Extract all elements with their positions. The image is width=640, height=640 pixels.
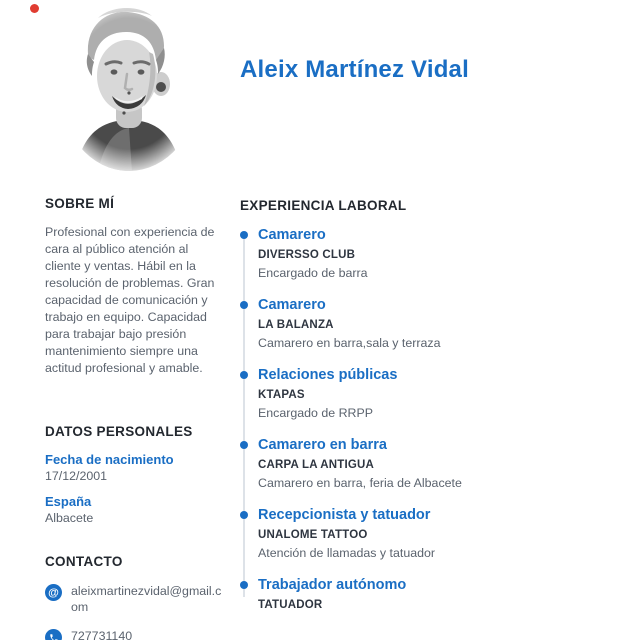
contact-row-phone[interactable] — [45, 628, 235, 640]
contact-list — [45, 583, 235, 640]
job-title: Relaciones públicas — [258, 367, 398, 383]
timeline-bullet-icon — [240, 581, 248, 589]
timeline-bullet-icon — [240, 301, 248, 309]
job-description: Camarero en barra,sala y terraza — [258, 336, 441, 350]
timeline-bullet-icon — [240, 441, 248, 449]
job-company: TATUADOR — [258, 599, 323, 611]
country-label: España — [45, 494, 92, 509]
phone-value: 727731140 — [71, 629, 133, 640]
contact-heading: CONTACTO — [45, 554, 123, 569]
experience-item — [258, 436, 530, 491]
job-company: DIVERSSO CLUB — [258, 249, 356, 261]
email-icon: @ — [45, 584, 62, 601]
portrait-photo-graphic — [58, 2, 200, 172]
city-value: Albacete — [45, 511, 94, 525]
job-description: Atención de llamadas y tatuador — [258, 546, 436, 560]
job-company: CARPA LA ANTIGUA — [258, 459, 375, 471]
timeline-bullet-icon — [240, 371, 248, 379]
job-description: Encargado de RRPP — [258, 406, 374, 420]
personal-data-list — [45, 451, 225, 535]
phone-icon — [45, 629, 62, 640]
job-description: Camarero en barra, feria de Albacete — [258, 476, 462, 490]
job-company: LA BALANZA — [258, 319, 334, 331]
experience-item — [258, 296, 530, 351]
experience-item — [258, 366, 530, 421]
birthdate-label: Fecha de nacimiento — [45, 452, 174, 467]
about-text: Profesional con experiencia de cara al público atención al cliente y ventas. Hábil en la resolución de problemas. Gran capacidad de comunicación y trabajo en equipo. Capacidad para trabajar bajo presión mantenimiento siempre una actitud profesional y amable. — [45, 225, 215, 375]
timeline-bullet-icon — [240, 231, 248, 239]
job-title: Trabajador autónomo — [258, 577, 407, 593]
birthdate-value: 17/12/2001 — [45, 469, 108, 483]
page-title-name: Aleix Martínez Vidal — [240, 56, 469, 83]
contact-row-email[interactable] — [45, 583, 235, 615]
job-description: Encargado de barra — [258, 266, 368, 280]
experience-timeline — [240, 226, 530, 627]
job-company: UNALOME TATTOO — [258, 529, 368, 541]
experience-heading: EXPERIENCIA LABORAL — [240, 198, 407, 213]
profile-photo — [58, 2, 200, 172]
experience-item — [258, 576, 530, 612]
timeline-bullet-icon — [240, 511, 248, 519]
job-title: Recepcionista y tatuador — [258, 507, 431, 523]
job-title: Camarero en barra — [258, 437, 387, 453]
email-value: aleixmartinezvidal@gmail.com — [71, 584, 222, 614]
job-title: Camarero — [258, 297, 326, 313]
personal-data-heading: DATOS PERSONALES — [45, 424, 193, 439]
red-dot-marker-icon — [30, 4, 39, 13]
personal-item-birthdate — [45, 451, 225, 484]
personal-item-country — [45, 493, 225, 526]
about-heading: SOBRE MÍ — [45, 196, 115, 211]
experience-item — [258, 226, 530, 281]
job-title: Camarero — [258, 227, 326, 243]
experience-item — [258, 506, 530, 561]
job-company: KTAPAS — [258, 389, 305, 401]
